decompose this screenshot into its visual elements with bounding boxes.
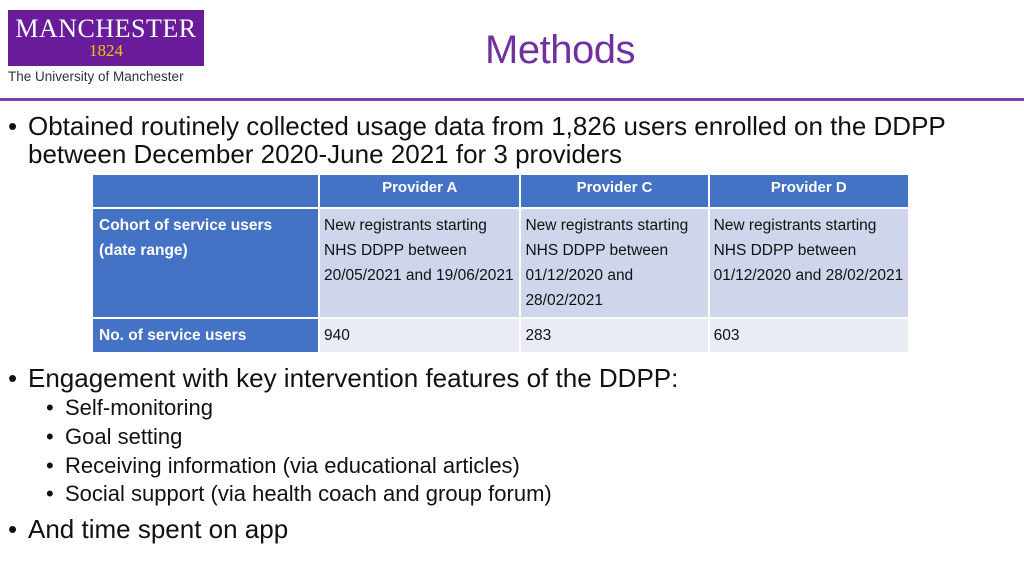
table-header-provider-a: Provider A: [319, 174, 520, 208]
logo-badge: [8, 10, 204, 66]
bullet-icon: •: [46, 395, 54, 420]
list-item-text: Self-monitoring: [65, 395, 213, 420]
list-item: [46, 423, 552, 452]
table-cell: New registrants starting NHS DDPP between 01/12/2020 and 28/02/2021: [709, 208, 909, 318]
table-row: [92, 208, 909, 318]
bullet-icon: •: [46, 481, 54, 507]
logo-year: 1824: [89, 41, 123, 60]
bullet-icon: •: [8, 514, 18, 544]
list-item-text: Goal setting: [65, 423, 183, 449]
table-header-empty: [92, 174, 319, 208]
bullet-icon: •: [8, 111, 18, 141]
feature-list: [46, 394, 552, 509]
logo-subtitle: The University of Manchester: [8, 69, 184, 84]
bullet-text: Engagement with key intervention features of the DDPP:: [28, 363, 679, 393]
bullet-usage-data: [8, 112, 1008, 168]
row-label-cohort: Cohort of service users (date range): [92, 208, 319, 318]
table-cell: 940: [319, 318, 520, 353]
title-divider: [0, 98, 1024, 101]
bullet-time-on-app: [8, 515, 1008, 543]
table-cell: 283: [520, 318, 708, 353]
table-cell: New registrants starting NHS DDPP between 20/05/2021 and 19/06/2021: [319, 208, 520, 318]
list-item-text: Social support (via health coach and group forum): [65, 481, 552, 507]
bullet-icon: •: [46, 452, 54, 478]
bullet-icon: •: [8, 363, 18, 393]
row-label-count: No. of service users: [92, 318, 319, 353]
table-row: [92, 318, 909, 353]
bullet-icon: •: [46, 423, 54, 449]
list-item: [46, 452, 552, 481]
table-cell: 603: [709, 318, 909, 353]
table-header-provider-d: Provider D: [709, 174, 909, 208]
table-header-row: [92, 174, 909, 208]
bullet-text: Obtained routinely collected usage data from 1,826 users enrolled on the DDPP between December 2020-June 2021 for 3 providers: [28, 111, 946, 169]
table-header-provider-c: Provider C: [520, 174, 708, 208]
list-item: [46, 394, 552, 423]
list-item-text: Receiving information (via educational articles): [65, 452, 520, 478]
bullet-text: And time spent on app: [28, 514, 289, 544]
logo-name: MANCHESTER: [15, 14, 197, 43]
slide-title: Methods: [485, 28, 635, 72]
providers-table: [91, 173, 910, 354]
list-item: [46, 480, 552, 509]
table-cell: New registrants starting NHS DDPP between 01/12/2020 and 28/02/2021: [520, 208, 708, 318]
university-logo: [8, 10, 206, 84]
bullet-engagement: [8, 364, 1008, 392]
